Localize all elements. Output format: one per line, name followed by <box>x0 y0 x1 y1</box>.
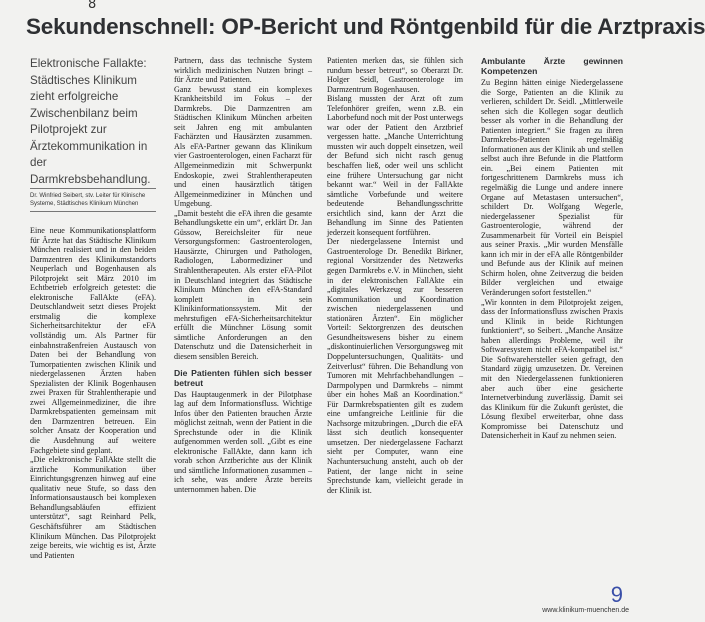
top-mark: 8 <box>88 0 97 12</box>
body-paragraph: Eine neue Kommunikationsplattform für Ärzte hat das Städtische Klinikum München realisiert und in den beiden Darmzentren des Klinikumstandorts Neuperlach und Bogenhausen als Pilotprojekt seit März 2010 im Echtbetrieb erfolgreich getestet: die elektronische FallAkte (eFA). Deutschlandweit setzt dieses Projekt erstmalig die komplexe Sicherheitsarchitektur der eFA vollständig um. Als Partner für einbahnstraßenfreien Austausch von Daten bei der Behandlung von Tumorpatienten zwischen Klinik und niedergelassenen Ärzten haben Spezialisten der Klinik Bogenhausen zwei Praxen für Strahlentherapie und zwei Allgemeinmediziner, die ihre Darmkrebspatienten gemeinsam mit den Darmzentren betreuen. Ein solcher Ansatz der Kooperation und die Ausdehnung auf weitere Fachgebiete sind geplant. <box>30 226 156 455</box>
body-paragraph: Partnern, dass das technische System wirklich medizinischen Nutzen bringt – für Ärzte und Patienten. <box>174 56 312 85</box>
body-paragraph: Patienten merken das, sie fühlen sich rundum besser betreut“, so Oberarzt Dr. Holger Seidl, Gastroenterologe im Darmzentrum Bogenhausen. <box>327 56 463 94</box>
body-paragraph: Das Hauptaugenmerk in der Pilotphase lag auf dem Informationsfluss. Wichtige Infos über den Patienten brauchen Ärzte möglichst zeitnah, wenn der Patient in die Sprechstunde oder in die Klinik aufgenommen werden soll. „Gibt es eine elektronische FallAkte, dann kann ich vorab schon Arztberichte aus der Klinik und sämtliche Informationen zusammen – ich sehe, was andere Ärzte bereits unternommen haben. Die <box>174 389 312 494</box>
author-credit: Dr. Winfried Seibert, stv. Leiter für Klinische Systeme, Städtisches Klinikum München <box>30 188 156 212</box>
body-paragraph: Zu Beginn hätten einige Niedergelassene die Sorge, Patienten an die Klinik zu verlieren, schildert Dr. Seidl. „Mittlerweile sehen sich die Kollegen sogar deutlich besser als vorher in die Behandlung der Patienten integriert.“ Sie fragen zu ihren Darmkrebs-Patienten regelmäßig Informationen aus der Klinik ab und stellen selbst auch ihre Befunde in die Plattform ein. „Bei einem Patienten mit fortgeschrittenem Darmkrebs muss ich regelmäßig die Lunge und andere innere Organe auf Metastasen untersuchen“, schildert Dr. Wolfgang Wegerle, niedergelassener Spezialist für Gastroenterologie, während der Zusammenarbeit für Vorteil ein Beispiel aus seiner Praxis. „Mir wurden Mensfälle kann ich mir in der eFA alle Röntgenbilder und Befunde aus der Klinik auf meinen Schirm holen, ohne Zeitverzug die beiden Bilder vergleichen und etwaige Veränderungen sofort feststellen.“ <box>481 78 623 298</box>
body-paragraph: „Wir konnten in dem Pilotprojekt zeigen, dass der Informationsfluss zwischen Praxis und Klinik in beide Richtungen funktioniert“, so Seibert. „Manche Ansätze haben allerdings Probleme, weil ihr Softwaresystem nicht eFA-kompatibel ist.“ Die Softwarehersteller seien gefragt, den Standard zügig umzusetzen. Dr. Vereinen mit den Niedergelassenen funktionieren aber auch über eine gesicherte Internetverbindung zuverlässig. Damit sei das Klinikum für die Zukunft gerüstet, die Lösung flexibel erweiterbar, ohne dass Kompromisse bei Datenschutz und Datensicherheit in Kauf zu nehmen seien. <box>481 297 623 441</box>
column-4 <box>481 56 623 441</box>
page-number: 9 <box>610 582 623 607</box>
column-3 <box>327 56 463 495</box>
section-heading: Die Patienten fühlen sich besser betreut <box>174 367 312 388</box>
body-paragraph: „Die elektronische FallAkte stellt die ärztliche Kommunikation über Einrichtungsgrenzen hinweg auf eine qualitativ neue Stufe, so dass den Informationsaustausch bei komplexen Behandlungsabläufen effizient unterstützt“, sagt Reinhard Pelk, Geschäftsführer am Städtischen Klinikum München. Das Pilotprojekt zeige bereits, wie wichtig es ist, Ärzte und Patienten <box>30 455 156 560</box>
body-paragraph: Ganz bewusst stand ein komplexes Krankheitsbild im Fokus – der Darmkrebs. Die Darmzentren am Städtischen Klinikum München arbeiten seit Jahren eng mit ambulanten Fachärzten und Hausärzten zusammen. Als eFA-Partner gewann das Klinikum vier Gastroenterologen, einen Facharzt für Allgemeinmedizin mit Schwerpunkt Endoskopie, zwei Strahlentherapeuten und einen hausärztlich tätigen Allgemeinmediziner in München und Umgebung. <box>174 84 312 209</box>
column-2 <box>174 56 312 495</box>
headline: Sekundenschnell: OP-Bericht und Röntgenbild für die Arztpraxis <box>26 14 705 39</box>
column-1 <box>30 56 156 560</box>
body-paragraph: Der niedergelassene Internist und Gastroenterologe Dr. Benedikt Birkner, regional Vorsitzender des Netzwerks gegen Darmkrebs e.V. in München, sieht in der elektronischen FallAkte ein „digitales Werkzeug zur besseren Kommunikation und Koordination zwischen niedergelassenen und stationären Ärzten“. Ein möglicher Vorteil: Sektorgrenzen des deutschen Gesundheitswesens bisher zu einem „diskontinuierlichen Versorgungsweg mit Doppeluntersuchungen, Qualitäts- und Zeitverlust“ führen. Die Behandlung von Tumoren mit Mehrfachbehandlungen – Darmpolypen und Darmkrebs – nimmt über ein hohes Maß an Koordination.“ Für Darmkrebspatienten gilt es zudem eine umfangreiche Leitlinie für die Nachsorge mitzubringen. „Durch die eFA lässt sich deutlich konsequenter umsetzen. Der niedergelassene Facharzt sieht per Computer, wann eine Nachuntersuchung ansteht, auch ob der Patient, der lange nicht in seine Sprechstunde kam, vielleicht gerade in der Klinik ist. <box>327 237 463 495</box>
body-paragraph: „Damit besteht die eFA ihren die gesamte Behandlungskette ein um“, erklärt Dr. Jan Güssow, Bereichsleiter für neue Versorgungsformen: Gastroenterologen, Hausärzte, Chirurgen und Pathologen, Radiologen, Labormediziner und Strahlentherapeuten. Als erster eFA-Pilot in Deutschland integriert das Städtische Klinikum München den eFA-Standard komplett in sein Klinikinformationssystem. Mit der mehrstufigen eFA-Sicherheitsarchitektur erfüllt die Münchner Lösung somit sämtliche Anforderungen an den Datenschutz und die Datensicherheit in diesem sensiblen Bereich. <box>174 208 312 361</box>
footer-url: www.klinikum-muenchen.de <box>542 607 629 614</box>
lead-paragraph: Elektronische Fallakte: Städtisches Klinikum zieht erfolgreiche Zwischenbilanz beim Pilotprojekt zur Ärztekommunikation in der Darmkrebsbehandlung. <box>30 57 151 186</box>
section-heading: Ambulante Ärzte gewinnen Kompetenzen <box>481 56 623 76</box>
body-paragraph: Bislang mussten der Arzt oft zum Telefonhörer greifen, wenn z.B. ein Laborbefund noch mit der Post unterwegs war oder der Patient den Arztbrief vergessen hatte. „Manche Unterrichtung mussten wir auch doppelt einsetzen, weil der Befund sich nicht rasch genug beschaffen ließ, oder weil uns schlicht eine frühere Untersuchung gar nicht bekannt war.“ Weil in der FallAkte sämtliche Vorbefunde und weitere bedeutende Behandlungsschritte ersichtlich sind, kann der Arzt die Behandlung im Sinne des Patienten jederzeit konsequent fortführen. <box>327 94 463 237</box>
